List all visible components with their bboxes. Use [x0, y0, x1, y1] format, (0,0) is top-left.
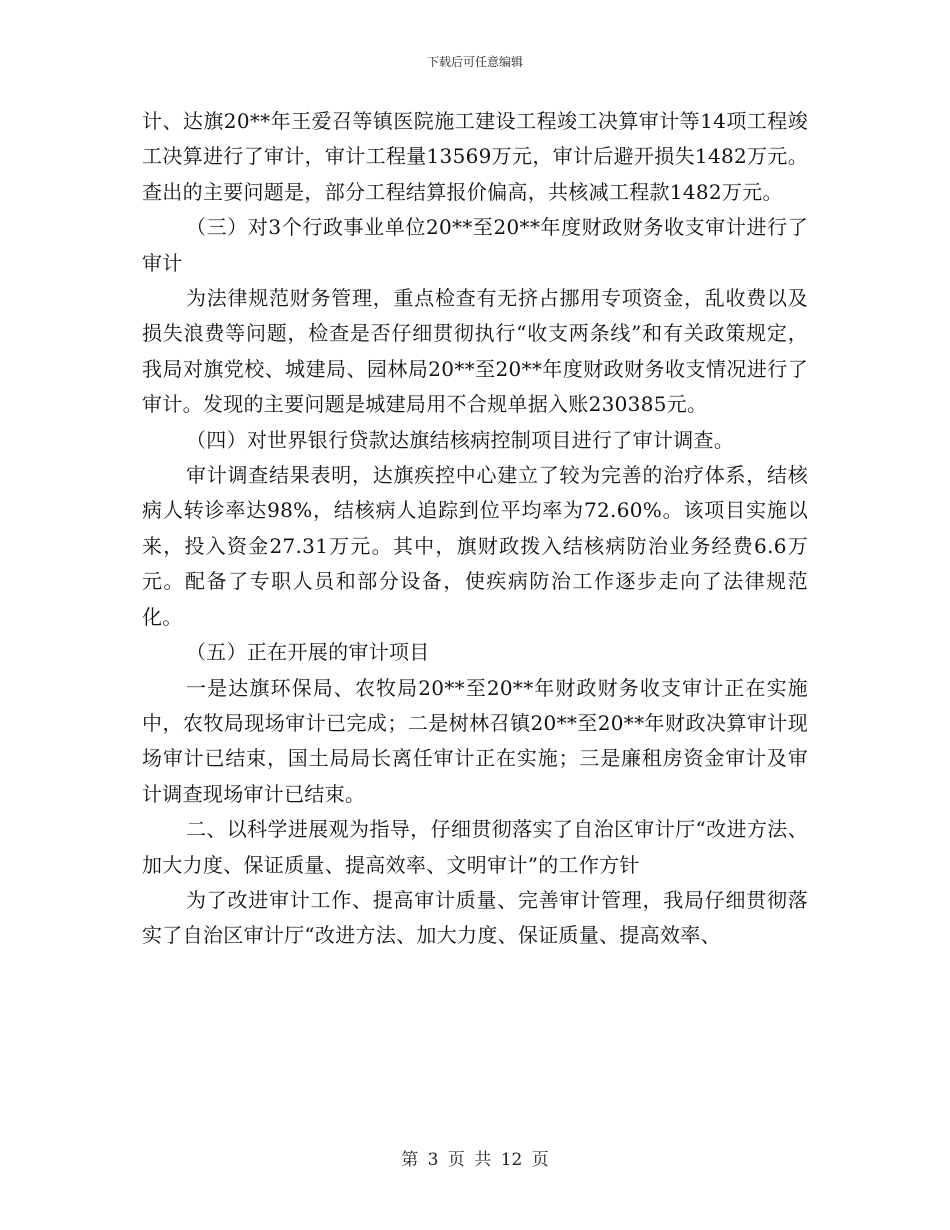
- section-heading-5: （五）正在开展的审计项目: [186, 640, 430, 665]
- section-heading-4: （四）对世界银行贷款达旗结核病控制项目进行了审计调查。: [186, 427, 735, 452]
- body-paragraph-3: 审计调查结果表明，达旗疾控中心建立了较为完善的治疗体系，结核病人转诊率达98%，结核病人追踪到位平均率为72.60%。该项目实施以来，投入资金27.31万元。其中，旗财政拨入结核病防治业务经费6.6万元。配备了专职人员和部分设备，使疾病防治工作逐步走向了法律规范化。: [142, 463, 808, 629]
- body-paragraph-4: 一是达旗环保局、农牧局20**至20**年财政财务收支审计正在实施中，农牧局现场审计已完成；二是树林召镇20**至20**年财政决算审计现场审计已结束，国土局局长离任审计正在实施；三是廉租房资金审计及审计调查现场审计已结束。: [142, 675, 808, 806]
- page-number: 第 3 页 共 12 页: [401, 1150, 549, 1170]
- body-paragraph-5: 为了改进审计工作、提高审计质量、完善审计管理，我局仔细贯彻落实了自治区审计厅“改进方法、加大力度、保证质量、提高效率、: [142, 887, 808, 948]
- page-header-note: 下载后可任意编辑: [426, 55, 523, 69]
- body-paragraph-1: 计、达旗20**年王爱召等镇医院施工建设工程竣工决算审计等14项工程竣工决算进行了审计，审计工程量13569万元，审计后避开损失1482万元。查出的主要问题是，部分工程结算报价偏高，共核减工程款1482万元。: [142, 109, 808, 204]
- section-heading-3: （三）对3个行政事业单位20**至20**年度财政财务收支审计进行了审计: [142, 215, 808, 275]
- main-heading-2: 二、以科学进展观为指导，仔细贯彻落实了自治区审计厅“改进方法、加大力度、保证质量、提高效率、文明审计”的工作方针: [142, 817, 808, 877]
- document-body: [142, 104, 808, 954]
- body-paragraph-2: 为法律规范财务管理，重点检查有无挤占挪用专项资金，乱收费以及损失浪费等问题，检查是否仔细贯彻执行“收支两条线”和有关政策规定，我局对旗党校、城建局、园林局20**至20**年度财政财务收支情况进行了审计。发现的主要问题是城建局用不合规单据入账230385元。: [142, 286, 808, 417]
